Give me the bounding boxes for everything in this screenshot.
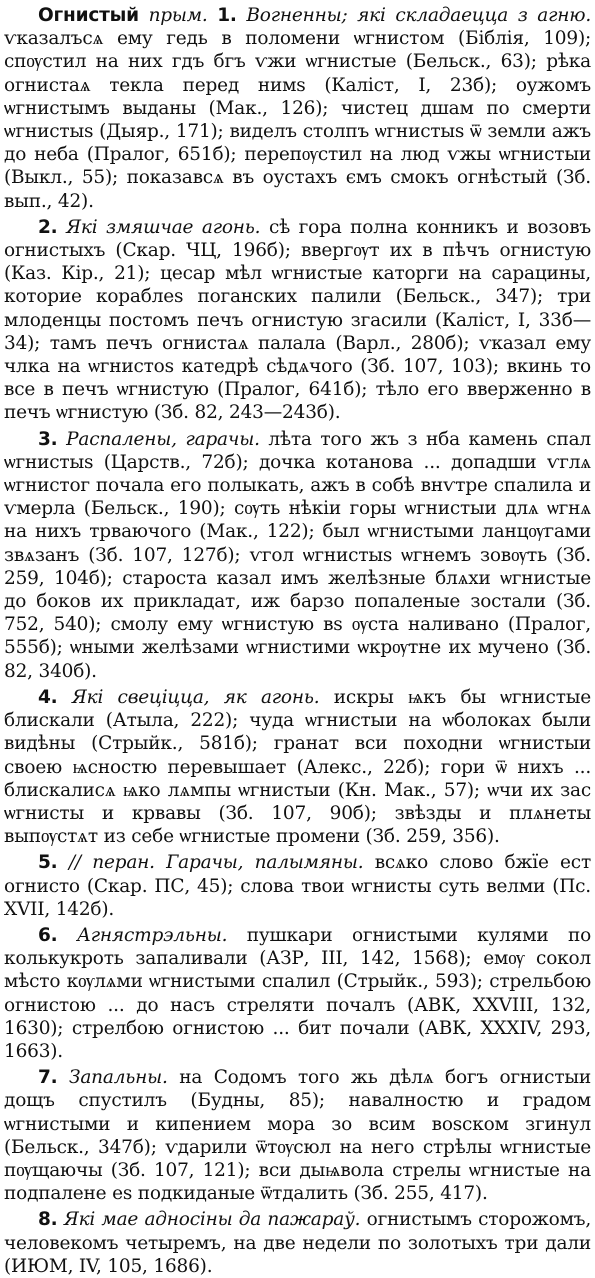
sense-citations: лѣта того жъ з нба камень спал ѡгнистыs (Царств., 72б); дочка котанова ... допадши ѵглѧ ѡгнистог почала его полыкать, ажъ в собѣ внѵтре спалила и ѵмерла (Бельск., 190); сѹть нѣкіи горы ѡгнистыи длѧ ѡгнѧ на нихъ трваючого (Мак., 122); был ѡгнистыми ланцѹгами звѧзанъ (Зб. 107, 127б); ѵгол ѡгнистыs ѡгнемъ зовѹть (Зб. 259, 104б); староста казал имъ желѣзные блѧхи ѡгнистые до боков их прикладат, иж барзо попаленые зостали (Зб. 752, 540); смолу ему ѡгнистую вs ѹста наливано (Пралог, 555б); ѡными желѣзами ѡгнистими ѡкрѹтне их мучено (Зб. 82, 340б). — [4, 428, 591, 682]
sense-number: 1. — [217, 5, 237, 26]
sense-definition: Які мае адносіны да пажараў. — [63, 1209, 361, 1231]
sense-citations: огнистымъ сторожомъ, человекомъ четыремъ, на две недели по золотыхъ три дали (ИЮМ, IV, 105, 1686). — [4, 1209, 592, 1277]
sense-citations: сѣ гора полна конникъ и возовъ огнистыхъ (Скар. ЧЦ, 196б); ввергѹт их в пѣчъ огнистую (Каз. Кір., 21); цесар мѣл ѡгнистые каторги на сарацины, которие кораблеs поганских палили (Бельск., 347); три млоденцы постомъ печъ огнистую згасили (Каліст, I, 33б—34); тамъ печъ огнистаѧ палала (Варл., 280б); ѵказал ему члка на ѡгнистоs катедрѣ сѣдѧчого (Зб. 107, 103); вкинь то все в печъ ѡгнистую (Пралог, 641б); тѣло его вверженно в печъ ѡгнистую (Зб. 82, 243—243б). — [4, 216, 591, 424]
sense-number: 6. — [38, 924, 58, 946]
sense-3 — [4, 428, 591, 683]
sense-8 — [4, 1208, 591, 1278]
sense-6 — [4, 924, 591, 1063]
sense-number: 7. — [38, 1067, 58, 1089]
sense-1 — [4, 4, 591, 213]
part-of-speech: прым. — [148, 5, 208, 26]
sense-definition: Які змяшчае агонь. — [66, 216, 261, 238]
sense-5 — [4, 851, 591, 921]
sense-number: 8. — [38, 1209, 58, 1231]
sense-definition: Агнястрэльны. — [76, 924, 228, 946]
sense-definition: Вогненны; які складаецца з агню. — [246, 5, 592, 26]
headword: Огнистый — [38, 5, 139, 26]
sense-definition: // перан. Гарачы, палымяны. — [68, 852, 364, 874]
sense-2 — [4, 216, 591, 425]
sense-citations: ѵказалъсѧ ему гедь в поломени ѡгнистом (Біблія, 109); спѹстил на них гдъ бгъ ѵжи ѡгнистые (Бельск., 63); рѣка огнистаѧ текла перед нимs (Каліст, I, 23б); оужомъ ѡгнистымъ выданы (Мак., 126); чистец дшам по смерти ѡгнистыs (Дыяр., 171); виделъ столпъ ѡгнистыs ѿ земли ажъ до неба (Пралог, 651б); перепѹстил на люд ѵжы ѡгнистыи (Выкл., 55); показавсѧ въ оустахъ ємъ смокъ огнѣстый (Зб. вып., 42). — [4, 28, 591, 212]
sense-number: 2. — [38, 216, 58, 238]
sense-4 — [4, 686, 591, 848]
sense-citations: на Содомъ того жь дѣлѧ богъ огнистыи дощъ спустилъ (Будны, 85); навалностю и градом ѡгнистыми и кипением мора зо всим воsском згинул (Бельск., 347б); ѵдарили ѿтѹсюл на него стрѣлы ѡгнистые пѹщаючы (Зб. 107, 121); вси дыѩвола стрелы ѡгнистые на подпалене еs подкиданые ѿтдалить (Зб. 255, 417). — [4, 1067, 592, 1205]
sense-number: 5. — [38, 852, 58, 874]
sense-definition: Запальны. — [69, 1067, 168, 1089]
sense-citations: пушкари огнистыми кулями по колькукроть запаливали (АЗР, III, 142, 1568); емѹ сокол мѣсто кѹлѧми ѡгнистыми спалил (Стрыйк., 593); стрельбою огнистою ... до насъ стреляти почалъ (АВК, XXVIII, 132, 1630); стрелбою огнистою ... бит почали (АВК, XXXIV, 293, 1663). — [4, 924, 592, 1062]
sense-number: 4. — [38, 686, 58, 708]
sense-number: 3. — [38, 428, 58, 450]
sense-7 — [4, 1066, 591, 1205]
sense-definition: Распалены, гарачы. — [66, 428, 260, 450]
sense-citations: всѧко слово бжїе ест огнисто (Скар. ПС, 45); слова твои ѡгнисты суть велми (Пс. XVII, 142б). — [4, 852, 592, 920]
sense-definition: Які свеціцца, як агонь. — [71, 686, 320, 708]
sense-citations: искры ѩкъ бы ѡгнистые блискали (Атыла, 222); чуда ѡгнистыи на ѡболоках были видѣны (Стрыйк., 581б); гранат вси походни ѡгнистыи своею ѩсностю перевышает (Алекс., 22б); гори ѿ нихъ ... блискалисѧ ѩко лѧмпы ѡгнистыи (Кн. Мак., 57); ѡчи их зас ѡгнисты и крвавы (Зб. 107, 90б); звѣзды и плѧнеты выпѹстѧт из себе ѡгнистые промени (Зб. 259, 356). — [4, 686, 592, 848]
